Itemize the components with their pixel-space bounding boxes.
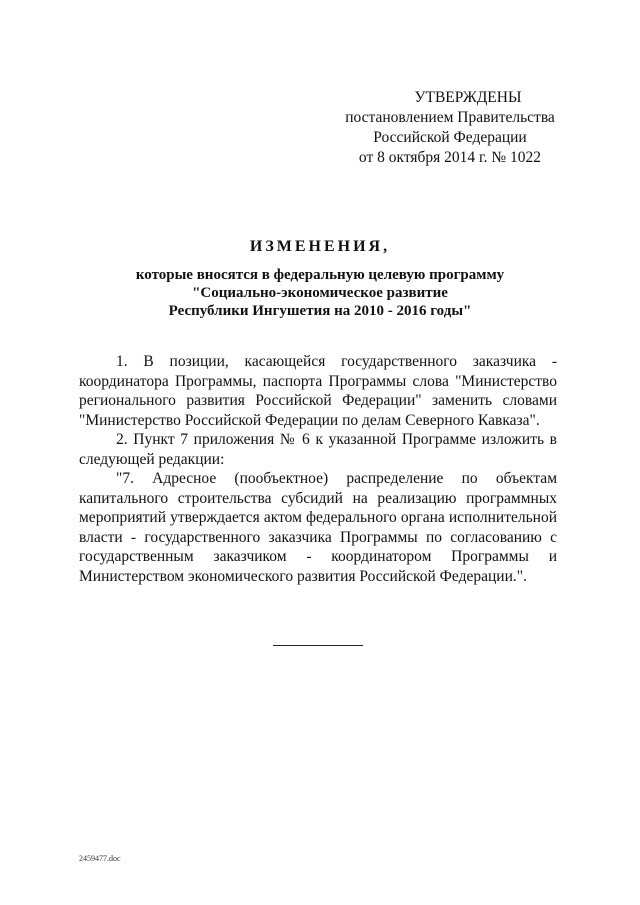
- document-file-id: 2459477.doc: [79, 854, 121, 863]
- approval-heading: УТВЕРЖДЕНЫ: [414, 89, 522, 106]
- document-title: ИЗМЕНЕНИЯ,: [249, 238, 391, 255]
- subtitle-line-1: которые вносятся в федеральную целевую программу: [135, 267, 505, 283]
- approval-line-1: постановлением Правительства: [345, 109, 555, 126]
- document-body: [79, 352, 557, 586]
- end-divider: [273, 645, 363, 646]
- subtitle-line-3: Республики Ингушетия на 2010 - 2016 годы": [168, 303, 472, 319]
- approval-line-2: Российской Федерации: [373, 129, 527, 146]
- paragraph-1: 1. В позиции, касающейся государственного заказчика - координатора Программы, паспорта Программы слова "Министерство регионального развития Российской Федерации" заменить словами "Министерство Российской Федерации по делам Северного Кавказа".: [79, 353, 557, 429]
- subtitle-line-2: "Социально-экономическое развитие: [192, 285, 448, 301]
- approval-line-3: от 8 октября 2014 г. № 1022: [358, 149, 542, 166]
- paragraph-2: 2. Пункт 7 приложения № 6 к указанной Программе изложить в следующей редакции:: [79, 431, 557, 468]
- approval-block: [320, 88, 580, 168]
- document-subtitle: [60, 266, 580, 320]
- paragraph-3: "7. Адресное (пообъектное) распределение по объектам капитального строительства субсидий на реализацию программных мероприятий утверждается актом федерального органа исполнительной власти - государственного заказчика Программы по согласованию с государственным заказчиком - координатором Программы и Министерством экономического развития Российской Федерации.".: [79, 470, 557, 585]
